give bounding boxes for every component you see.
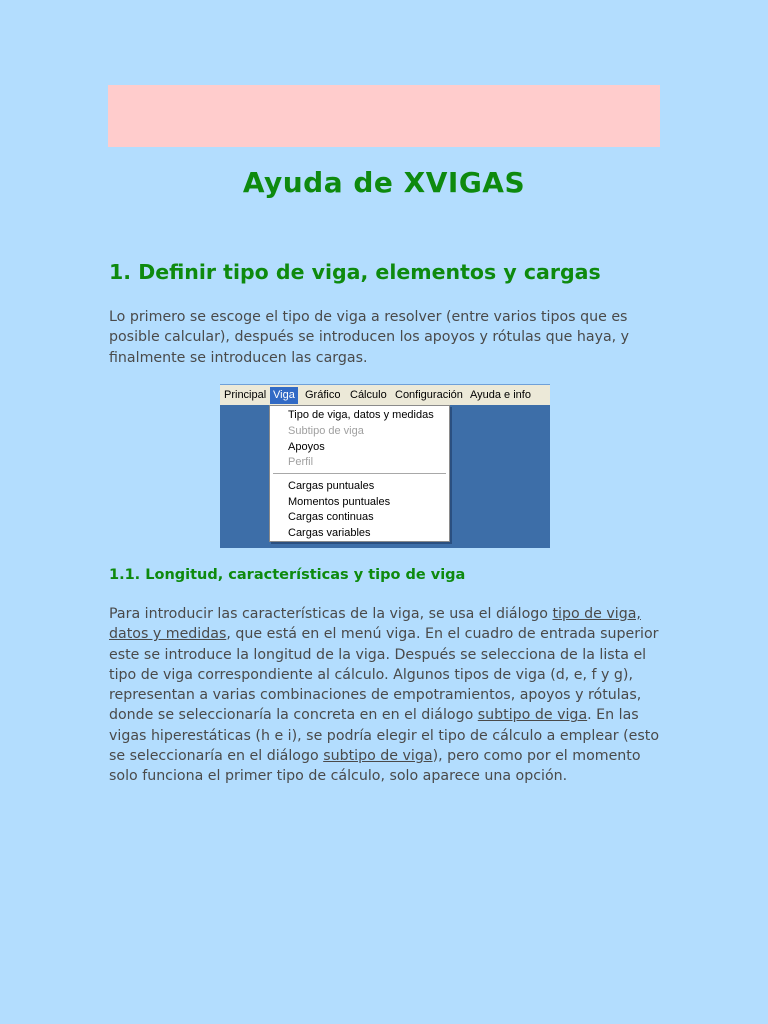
paragraph-text: . En las vigas hiperestáticas (h e i), se podría elegir el tipo de cálculo a emplear (esto se seleccionaría en el diálogo <box>109 707 660 765</box>
menu-item-cargas-variables[interactable]: Cargas variables <box>288 527 371 539</box>
link-subtipo-de-viga[interactable]: subtipo de viga <box>477 707 588 724</box>
section-1-1-paragraph <box>109 604 661 787</box>
paragraph-text: Para introducir las características de la viga, se usa el diálogo <box>109 606 553 622</box>
menu-item-cargas-continuas[interactable]: Cargas continuas <box>288 511 374 523</box>
menu-item-apoyos[interactable]: Apoyos <box>288 441 325 453</box>
paragraph-text: , que está en el menú viga. En el cuadro de entrada superior este se introduce la longitud de la viga. Después se selecciona de la lista el tipo de viga correspondiente al cálculo. Algunos tipos de viga (d, e, f y g), representan a varias combinaciones de empotramientos, apoyos y rótulas, donde se seleccionaría la concreta en en el diálogo <box>109 626 659 724</box>
viga-dropdown <box>269 405 450 542</box>
menu-viga[interactable]: Viga <box>270 387 298 404</box>
menu-separator <box>273 473 446 474</box>
menu-item-subtipo-de-viga: Subtipo de viga <box>288 425 364 437</box>
menu-screenshot <box>220 384 550 548</box>
menu-ayuda[interactable]: Ayuda e info <box>470 389 531 401</box>
link-subtipo-de-viga-2[interactable]: subtipo de viga <box>323 748 433 765</box>
section-heading-1-1: 1.1. Longitud, características y tipo de viga <box>109 567 466 583</box>
menu-calculo[interactable]: Cálculo <box>350 389 387 401</box>
paragraph-text: ), pero como por el momento solo funciona el primer tipo de cálculo, solo aparece una opción. <box>109 748 641 785</box>
header-banner <box>108 85 660 147</box>
menu-principal[interactable]: Principal <box>224 389 267 401</box>
menu-configuracion[interactable]: Configuración <box>395 389 463 401</box>
menu-item-cargas-puntuales[interactable]: Cargas puntuales <box>288 480 375 492</box>
menu-grafico[interactable]: Gráfico <box>305 389 341 401</box>
menu-item-momentos-puntuales[interactable]: Momentos puntuales <box>288 496 391 508</box>
menu-item-tipo-de-viga[interactable]: Tipo de viga, datos y medidas <box>288 409 434 421</box>
menu-item-perfil: Perfil <box>288 456 314 468</box>
page-title: Ayuda de XVIGAS <box>242 166 526 199</box>
section-heading-1: 1. Definir tipo de viga, elementos y cargas <box>109 260 601 284</box>
section-1-paragraph: Lo primero se escoge el tipo de viga a resolver (entre varios tipos que es posible calcular), después se introducen los apoyos y rótulas que haya, y finalmente se introducen las cargas. <box>109 309 630 366</box>
menubar <box>220 384 550 405</box>
link-tipo-de-viga[interactable]: tipo de viga, datos y medidas <box>109 606 641 643</box>
